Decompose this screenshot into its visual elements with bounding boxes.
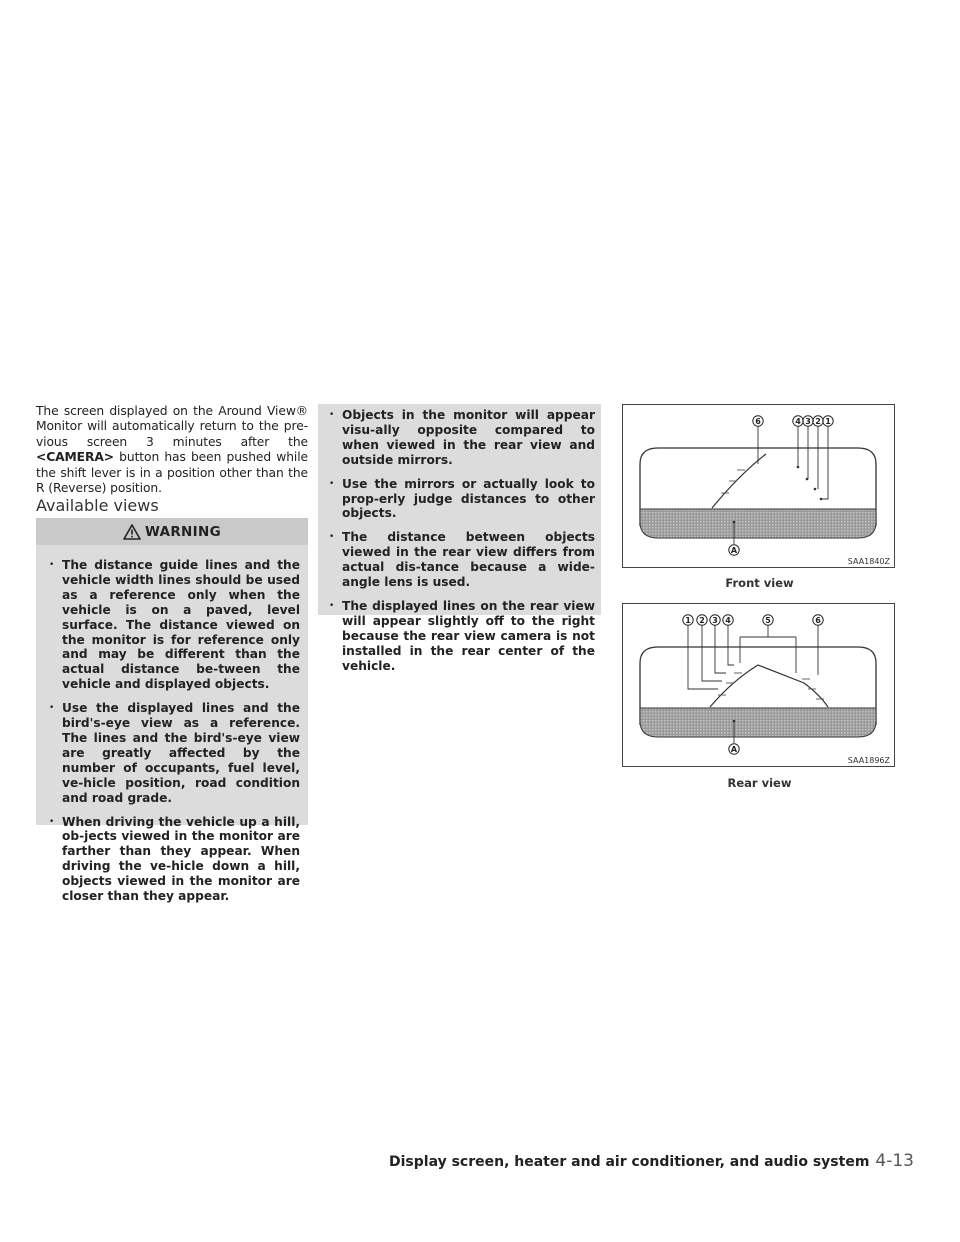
intro-paragraph (36, 404, 308, 496)
page-footer (389, 1151, 914, 1171)
warning-list (50, 558, 300, 913)
svg-text:5: 5 (765, 616, 771, 625)
intro-text-after: button has been pushed while the shift lever is in a position other than the R (Reverse) position. (36, 450, 308, 496)
warning-triangle-icon (123, 524, 141, 540)
rear-view-figure (622, 603, 895, 767)
section-heading: Available views (36, 496, 159, 515)
warning-item: • When driving the vehicle up a hill, ob-jects viewed in the monitor are farther than they appear. When driving the ve-hicle down a hill, objects viewed in the monitor are closer than they appear. (50, 815, 300, 904)
svg-text:3: 3 (712, 616, 718, 625)
rear-figure-code: SAA1896Z (847, 756, 890, 765)
svg-text:3: 3 (805, 417, 811, 426)
intro-text-before: The screen displayed on the Around View® Monitor will automatically return to the pre-vious screen 3 minutes after the (36, 404, 308, 449)
svg-text:6: 6 (755, 417, 761, 426)
front-figure-code: SAA1840Z (847, 557, 890, 566)
front-view-figure (622, 404, 895, 568)
warning-list-continued (330, 408, 595, 683)
svg-text:2: 2 (699, 616, 705, 625)
warning-title: WARNING (145, 523, 221, 540)
warning-box (36, 518, 308, 904)
page-number: 4-13 (875, 1151, 914, 1171)
svg-text:2: 2 (815, 417, 821, 426)
svg-text:6: 6 (815, 616, 821, 625)
camera-button-label: <CAMERA> (36, 450, 114, 465)
warning-item: • Use the mirrors or actually look to prop-erly judge distances to other objects. (330, 477, 595, 522)
front-view-caption: Front view (725, 576, 794, 590)
rear-view-caption: Rear view (727, 776, 792, 790)
svg-text:A: A (730, 546, 738, 555)
warning-item: • The distance guide lines and the vehicle width lines should be used as a reference only when the vehicle is on a paved, level surface. The distance viewed on the monitor is for reference only and may be different than the actual distance be-tween the vehicle and displayed objects. (50, 558, 300, 692)
warning-header (36, 518, 308, 545)
warning-item: • Use the displayed lines and the bird's-eye view as a reference. The lines and the bird's-eye view are greatly affected by the number of occupants, fuel level, ve-hicle position, road condition and road grade. (50, 701, 300, 805)
chapter-title: Display screen, heater and air conditioner, and audio system (389, 1154, 870, 1170)
warning-item: • The distance between objects viewed in the rear view differs from actual dis-tance because a wide-angle lens is used. (330, 530, 595, 590)
svg-text:1: 1 (825, 417, 831, 426)
warning-item: • The displayed lines on the rear view will appear slightly off to the right because the rear view camera is not installed in the rear center of the vehicle. (330, 599, 595, 674)
warning-item: • Objects in the monitor will appear visu-ally opposite compared to when viewed in the rear view and outside mirrors. (330, 408, 595, 468)
warning-box-continued (318, 404, 601, 673)
svg-text:1: 1 (685, 616, 691, 625)
svg-text:4: 4 (795, 417, 801, 426)
svg-text:A: A (730, 745, 738, 754)
svg-text:4: 4 (725, 616, 731, 625)
